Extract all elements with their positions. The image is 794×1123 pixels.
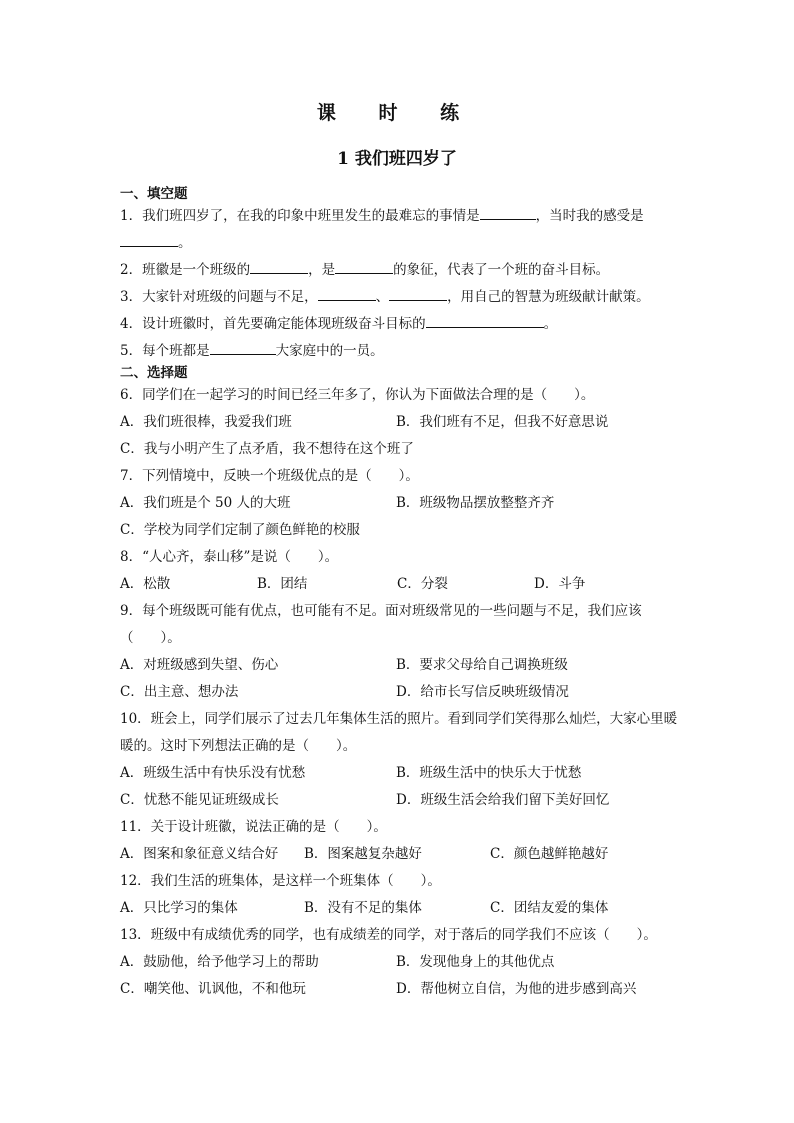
- options-13cd: [120, 976, 680, 1003]
- option-c[interactable]: C．分裂: [397, 576, 448, 592]
- option-c[interactable]: C．颜色越鲜艳越好: [490, 846, 609, 862]
- option-b[interactable]: B．图案越复杂越好: [304, 846, 422, 862]
- question-8: 8．“人心齐，泰山移”是说（ ）。: [120, 549, 339, 565]
- options-10: [120, 760, 680, 787]
- question-1-cont: 。: [120, 230, 680, 257]
- option-d[interactable]: D．班级生活会给我们留下美好回忆: [396, 792, 610, 808]
- options-11: [120, 841, 680, 868]
- options-10cd: [120, 787, 680, 814]
- option-c[interactable]: C．我与小明产生了点矛盾，我不想待在这个班了: [120, 441, 414, 457]
- lesson-title: 1 我们班四岁了: [337, 149, 457, 169]
- option-a[interactable]: A．只比学习的集体: [120, 900, 238, 916]
- option-a[interactable]: A．松散: [120, 576, 171, 592]
- option-b[interactable]: B．班级物品摆放整整齐齐: [396, 495, 555, 511]
- question-1: 1．我们班四岁了，在我的印象中班里发生的最难忘的事情是 ，当时我的感受是: [120, 203, 680, 230]
- option-c[interactable]: C．学校为同学们定制了颜色鲜艳的校服: [120, 522, 360, 538]
- question-7: 7．下列情境中，反映一个班级优点的是（ ）。: [120, 468, 419, 484]
- answer-blank[interactable]: [210, 340, 276, 355]
- options-6: [120, 409, 680, 436]
- question-2: 2．班徽是一个班级的 ，是 的象征，代表了一个班的奋斗目标。: [120, 257, 680, 284]
- option-b[interactable]: B．发现他身上的其他优点: [396, 954, 555, 970]
- options-9: [120, 652, 680, 679]
- option-a[interactable]: A．我们班是个 50 人的大班: [120, 495, 291, 511]
- options-6c: [120, 436, 680, 463]
- options-8: [120, 571, 680, 598]
- answer-blank[interactable]: [480, 205, 536, 220]
- section-heading-choice: 二、选择题: [120, 365, 188, 381]
- option-b[interactable]: B．没有不足的集体: [304, 900, 422, 916]
- option-c[interactable]: C．忧愁不能见证班级成长: [120, 792, 279, 808]
- question-13: 13．班级中有成绩优秀的同学，也有成绩差的同学，对于落后的同学我们不应该（ ）。: [120, 927, 657, 943]
- question-10: 10．班会上，同学们展示了过去几年集体生活的照片。看到同学们笑得那么灿烂，大家心里暖暖的。这时下列想法正确的是（ ）。: [120, 711, 678, 754]
- options-9cd: [120, 679, 680, 706]
- question-3: 3．大家针对班级的问题与不足， 、 ，用自己的智慧为班级献计献策。: [120, 284, 680, 311]
- option-d[interactable]: D．给市长写信反映班级情况: [396, 684, 569, 700]
- options-7: [120, 490, 680, 517]
- answer-blank[interactable]: [426, 313, 544, 328]
- option-d[interactable]: D．帮他树立自信，为他的进步感到高兴: [396, 981, 637, 997]
- options-12: [120, 895, 680, 922]
- answer-blank[interactable]: [120, 232, 178, 247]
- option-c[interactable]: C．团结友爱的集体: [490, 900, 609, 916]
- answer-blank[interactable]: [335, 259, 393, 274]
- question-6: 6．同学们在一起学习的时间已经三年多了，你认为下面做法合理的是（ ）。: [120, 387, 595, 403]
- answer-blank[interactable]: [318, 286, 376, 301]
- option-a[interactable]: A．图案和象征意义结合好: [120, 846, 279, 862]
- answer-blank[interactable]: [250, 259, 308, 274]
- question-4: 4．设计班徽时，首先要确定能体现班级奋斗目标的 。: [120, 311, 680, 338]
- option-b[interactable]: B．团结: [257, 576, 308, 592]
- answer-blank[interactable]: [389, 286, 447, 301]
- page-title: 课 时 练: [316, 102, 478, 124]
- option-b[interactable]: B．要求父母给自己调换班级: [396, 657, 568, 673]
- option-a[interactable]: A．班级生活中有快乐没有忧愁: [120, 765, 306, 781]
- option-a[interactable]: A．对班级感到失望、伤心: [120, 657, 279, 673]
- option-b[interactable]: B．班级生活中的快乐大于忧愁: [396, 765, 582, 781]
- question-12: 12．我们生活的班集体，是这样一个班集体（ ）。: [120, 873, 441, 889]
- question-9: 9．每个班级既可能有优点，也可能有不足。面对班级常见的一些问题与不足，我们应该（ ）。: [120, 603, 642, 646]
- option-c[interactable]: C．出主意、想办法: [120, 684, 239, 700]
- option-a[interactable]: A．我们班很棒，我爱我们班: [120, 414, 292, 430]
- worksheet-content: [120, 186, 680, 1003]
- question-11: 11．关于设计班徽，说法正确的是（ ）。: [120, 819, 387, 835]
- option-b[interactable]: B．我们班有不足，但我不好意思说: [396, 414, 609, 430]
- question-5: 5．每个班都是 大家庭中的一员。: [120, 338, 680, 365]
- options-13: [120, 949, 680, 976]
- option-d[interactable]: D．斗争: [534, 576, 586, 592]
- option-c[interactable]: C．嘲笑他、讥讽他，不和他玩: [120, 981, 306, 997]
- options-7c: [120, 517, 680, 544]
- section-heading-fill: 一、填空题: [120, 186, 188, 202]
- option-a[interactable]: A．鼓励他，给予他学习上的帮助: [120, 954, 319, 970]
